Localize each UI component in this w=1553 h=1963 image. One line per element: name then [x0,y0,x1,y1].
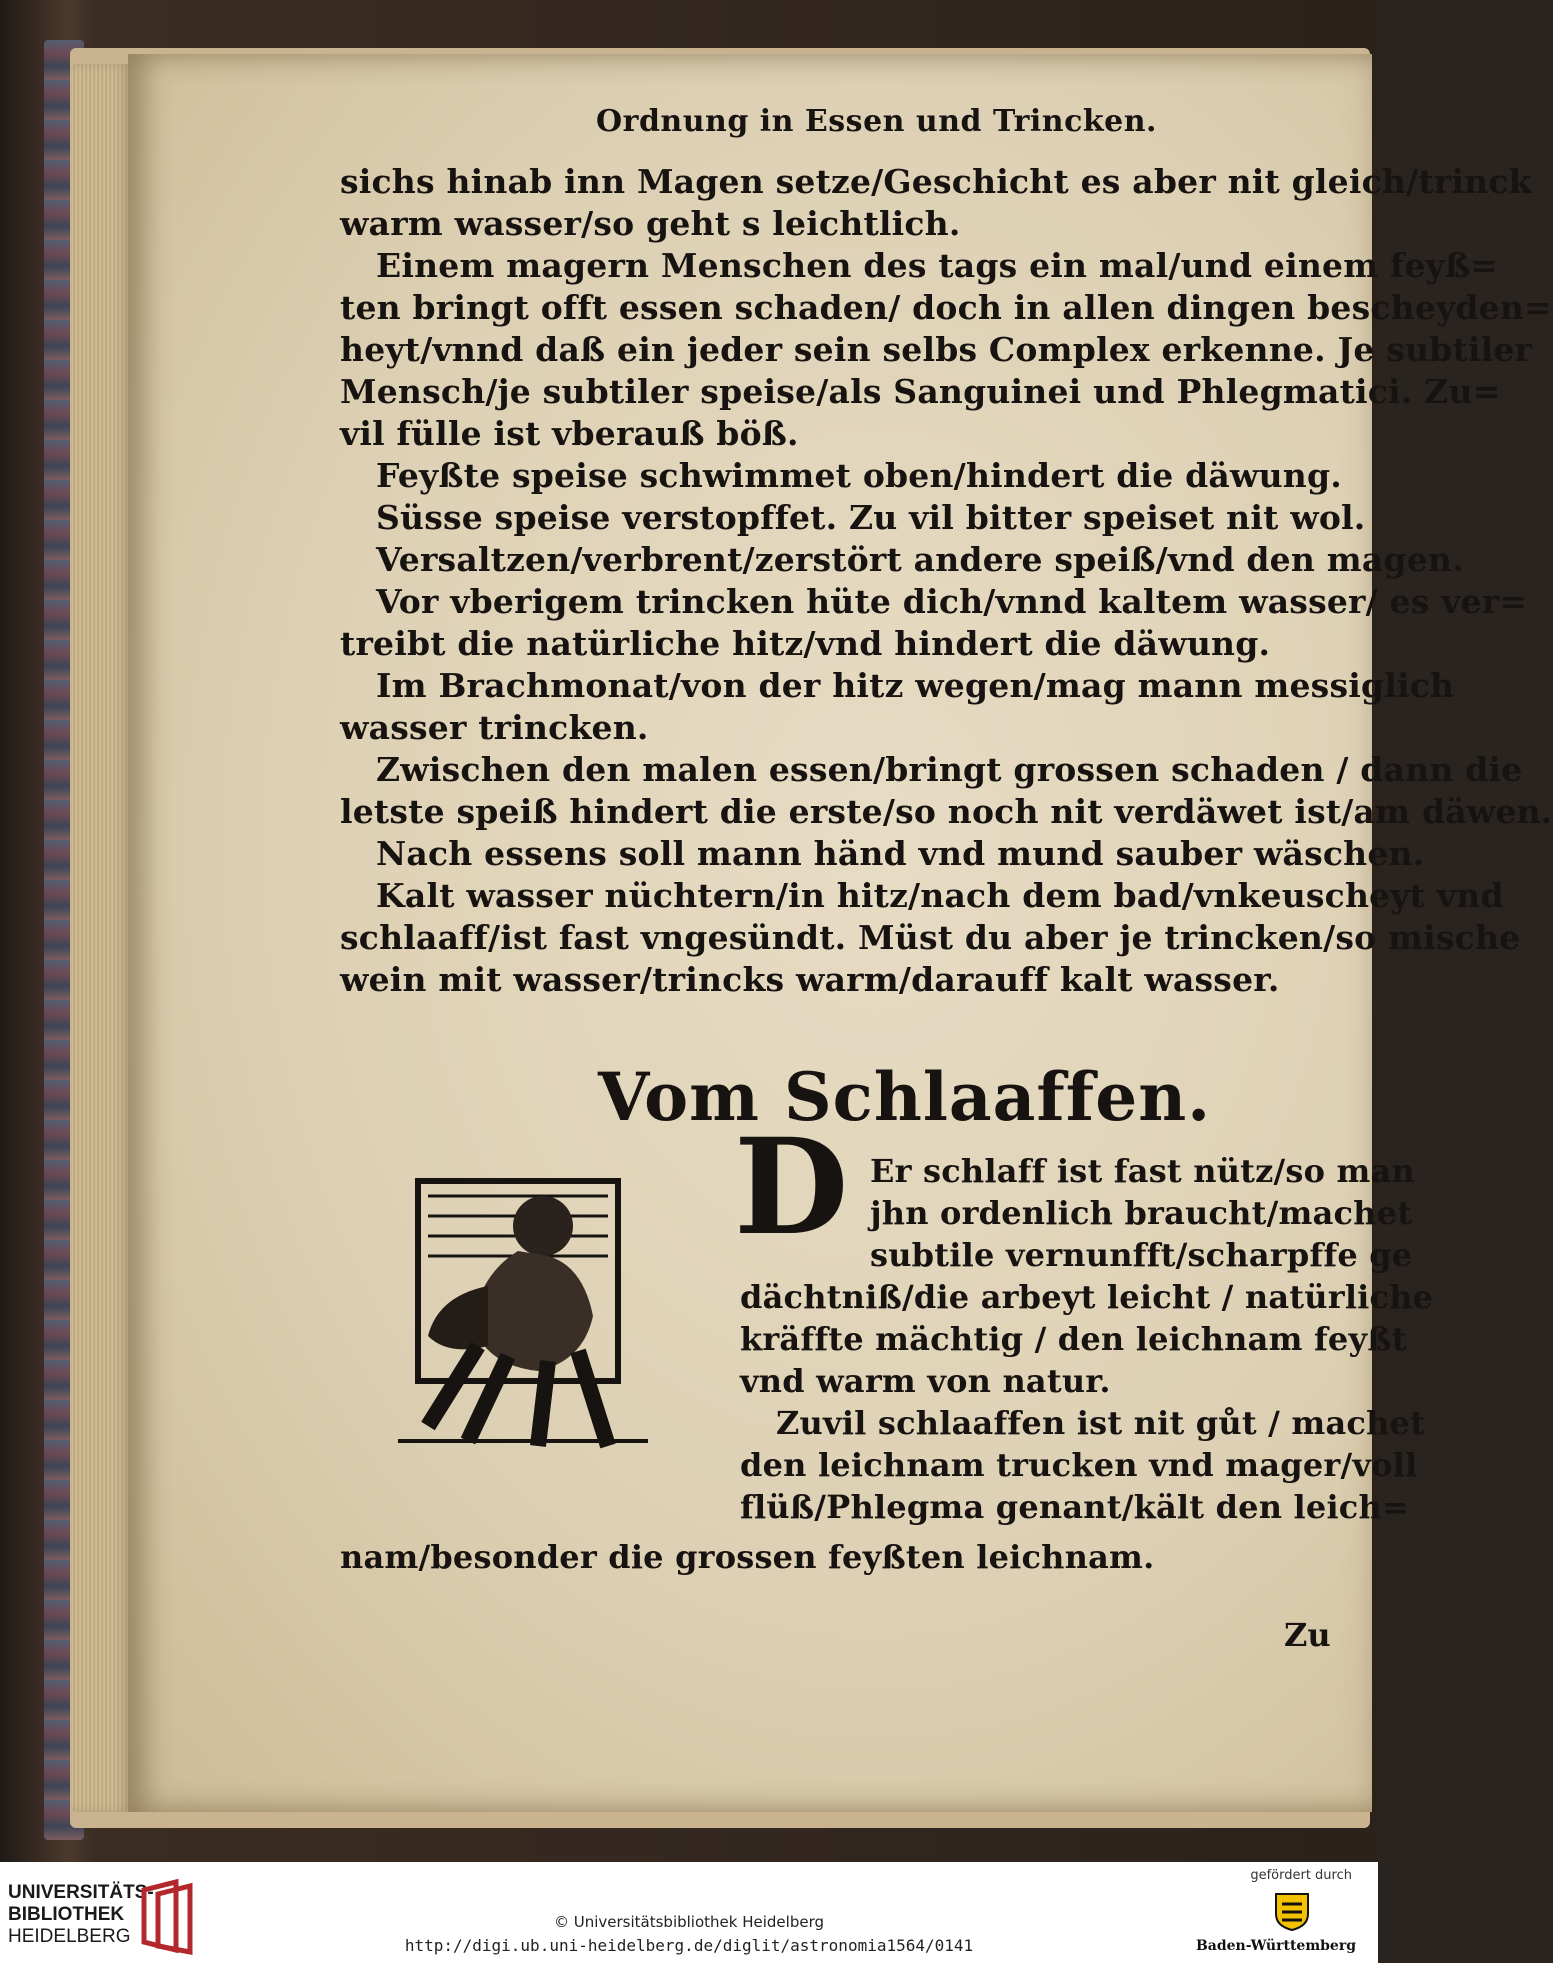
chapter-line: dächtniß/die arbeyt leicht / natürliche [740,1278,1434,1316]
page-text [128,54,1553,1812]
text-line: Versaltzen/verbrent/zerstört andere speiß/vnd den magen. [376,540,1464,579]
catchword: Zu [1284,1616,1331,1654]
text-line: schlaaff/ist fast vngesündt. Müst du aber je trincken/so mische [340,918,1521,957]
baden-wuerttemberg-crest-icon [1268,1890,1316,1932]
logo-line: BIBLIOTHEK [8,1904,125,1925]
text-line: Vor vberigem trincken hüte dich/vnnd kaltem wasser/ es ver= [376,582,1528,621]
text-line: Im Brachmonat/von der hitz wegen/mag mann messiglich [376,666,1455,705]
text-line: Süsse speise verstopffet. Zu vil bitter speiset nit wol. [376,498,1366,537]
chapter-line: Er schlaff ist fast nütz/so man [870,1152,1415,1190]
text-line: Mensch/je subtiler speise/als Sanguinei und Phlegmatici. Zu= [340,372,1501,411]
text-line: Zwischen den malen essen/bringt grossen schaden / dann die [376,750,1523,789]
footer-bar [0,1862,1378,1963]
logo-line: UNIVERSITÄTS- [8,1882,154,1903]
chapter-line: vnd warm von natur. [740,1362,1111,1400]
permalink[interactable]: http://digi.ub.uni-heidelberg.de/diglit/astronomia1564/0141 [404,1936,974,1955]
text-line: Feyßte speise schwimmet oben/hindert die däwung. [376,456,1342,495]
running-head: Ordnung in Essen und Trincken. [596,104,1158,139]
text-line: letste speiß hindert die erste/so noch nit verdäwet ist/am däwen. [340,792,1553,831]
text-line: wasser trincken. [340,708,649,747]
book-page [128,54,1553,1812]
copyright-notice: © Universitätsbibliothek Heidelberg [553,1913,824,1931]
text-line: warm wasser/so geht s leichtlich. [340,204,961,243]
chapter-line: jhn ordenlich braucht/machet [870,1194,1413,1232]
funded-by-label: gefördert durch [1250,1868,1352,1883]
text-line: ten bringt offt essen schaden/ doch in allen dingen bescheyden= [340,288,1552,327]
page-edges [72,64,130,1812]
text-line: Einem magern Menschen des tags ein mal/und einem feyß= [376,246,1499,285]
chapter-line: flüß/Phlegma genant/kält den leich= [740,1488,1409,1526]
chapter-line: subtile vernunfft/scharpffe ge [870,1236,1413,1274]
text-line: Kalt wasser nüchtern/in hitz/nach dem bad/vnkeuscheyt vnd [376,876,1504,915]
text-line: sichs hinab inn Magen setze/Geschicht es aber nit gleich/trinck [340,162,1532,201]
text-line: wein mit wasser/trincks warm/darauff kalt wasser. [340,960,1280,999]
decorated-initial: D [734,1110,849,1265]
chapter-line: den leichnam trucken vnd mager/voll [740,1446,1418,1484]
chapter-line: kräffte mächtig / den leichnam feyßt [740,1320,1407,1358]
text-line: vil fülle ist vberauß böß. [340,414,799,453]
chapter-line: Zuvil schlaaffen ist nit gůt / machet [776,1404,1426,1442]
text-line: heyt/vnnd daß ein jeder sein selbs Complex erkenne. Je subtiler [340,330,1533,369]
text-line: Nach essens soll mann händ vnd mund sauber wäschen. [376,834,1425,873]
funder-name: Baden-Württemberg [1195,1938,1356,1954]
chapter-line: nam/besonder die grossen feyßten leichnam. [340,1538,1155,1576]
text-line: treibt die natürliche hitz/vnd hindert die däwung. [340,624,1271,663]
woodcut-illustration [368,1166,688,1456]
logo-line: HEIDELBERG [8,1926,131,1947]
section-heading: Vom Schlaaffen. [598,1058,1212,1136]
